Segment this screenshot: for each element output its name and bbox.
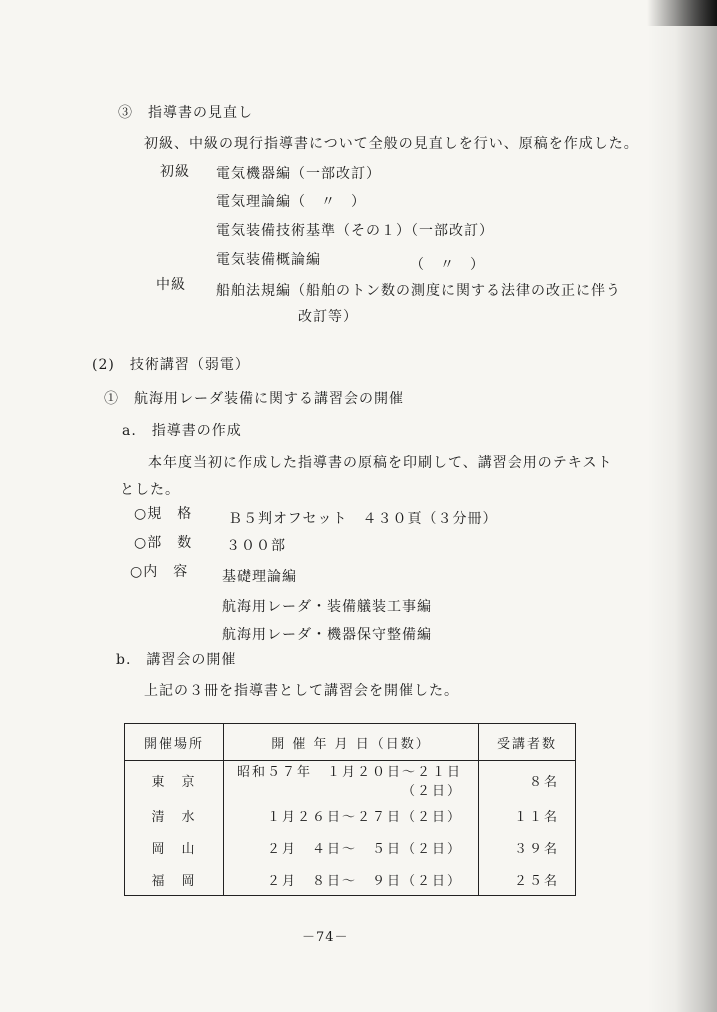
a-text-line1: 本年度当初に作成した指導書の原稿を印刷して、講習会用のテキスト: [148, 455, 613, 471]
intermediate-label: 中級: [156, 277, 186, 293]
contents-item: 航海用レーダ・機器保守整備編: [222, 627, 432, 643]
cell-place: 福 岡: [125, 863, 224, 896]
b-heading: b. 講習会の開催: [116, 652, 237, 668]
cell-date: １月２６日～２７日（２日）: [224, 799, 479, 831]
cell-date: 昭和５７年 １月２０日～２１日（２日）: [224, 761, 479, 800]
beginner-item-note: （ 〃 ）: [410, 257, 485, 273]
table-row: [125, 761, 576, 800]
b-text: 上記の３冊を指導書として講習会を開催した。: [144, 683, 459, 699]
cell-count: ２５名: [479, 863, 576, 896]
cell-count: １１名: [479, 799, 576, 831]
beginner-item: 電気理論編（ 〃 ）: [216, 194, 366, 210]
cell-place: 東 京: [125, 761, 224, 800]
subsection1-heading: ① 航海用レーダ装備に関する講習会の開催: [104, 391, 404, 407]
beginner-label: 初級: [160, 164, 190, 180]
intermediate-item-cont: 改訂等）: [298, 309, 358, 325]
table-row: [125, 799, 576, 831]
page-edge-shadow: [647, 0, 717, 1012]
header-place: 開催場所: [125, 724, 224, 761]
page-corner-shadow: [647, 0, 717, 26]
copies-label: ○部 数: [134, 535, 193, 551]
schedule-table: [124, 723, 576, 896]
beginner-item: 電気機器編（一部改訂）: [216, 166, 381, 182]
cell-place: 岡 山: [125, 831, 224, 863]
copies-value: ３００部: [226, 538, 286, 554]
spec-label: ○規 格: [134, 506, 193, 522]
cell-date: ２月 ８日～ ９日（２日）: [224, 863, 479, 896]
cell-place: 清 水: [125, 799, 224, 831]
cell-date: ２月 ４日～ ５日（２日）: [224, 831, 479, 863]
spec-value: Ｂ５判オフセット ４３０頁（３分冊）: [228, 511, 498, 527]
cell-count: ８名: [479, 761, 576, 800]
beginner-item: 電気装備概論編: [216, 252, 321, 268]
table-header-row: [125, 724, 576, 761]
table-row: [125, 831, 576, 863]
table-row: [125, 863, 576, 896]
header-count: 受講者数: [479, 724, 576, 761]
contents-label: ○内 容: [130, 564, 189, 580]
section2-heading: (2) 技術講習（弱電）: [92, 357, 250, 373]
cell-count: ３９名: [479, 831, 576, 863]
header-date: 開 催 年 月 日（日数）: [224, 724, 479, 761]
contents-item: 航海用レーダ・装備艤装工事編: [222, 599, 432, 615]
section3-intro: 初級、中級の現行指導書について全般の見直しを行い、原稿を作成した。: [144, 136, 639, 152]
page-number: －74－: [302, 930, 349, 945]
section3-heading: ③ 指導書の見直し: [118, 105, 253, 121]
contents-item: 基礎理論編: [222, 569, 297, 585]
a-text-line2: とした。: [120, 482, 180, 498]
beginner-item: 電気装備技術基準（その１）（一部改訂）: [216, 223, 494, 239]
intermediate-item: 船舶法規編（船舶のトン数の測度に関する法律の改正に伴う: [216, 283, 621, 299]
a-heading: a. 指導書の作成: [122, 423, 242, 439]
